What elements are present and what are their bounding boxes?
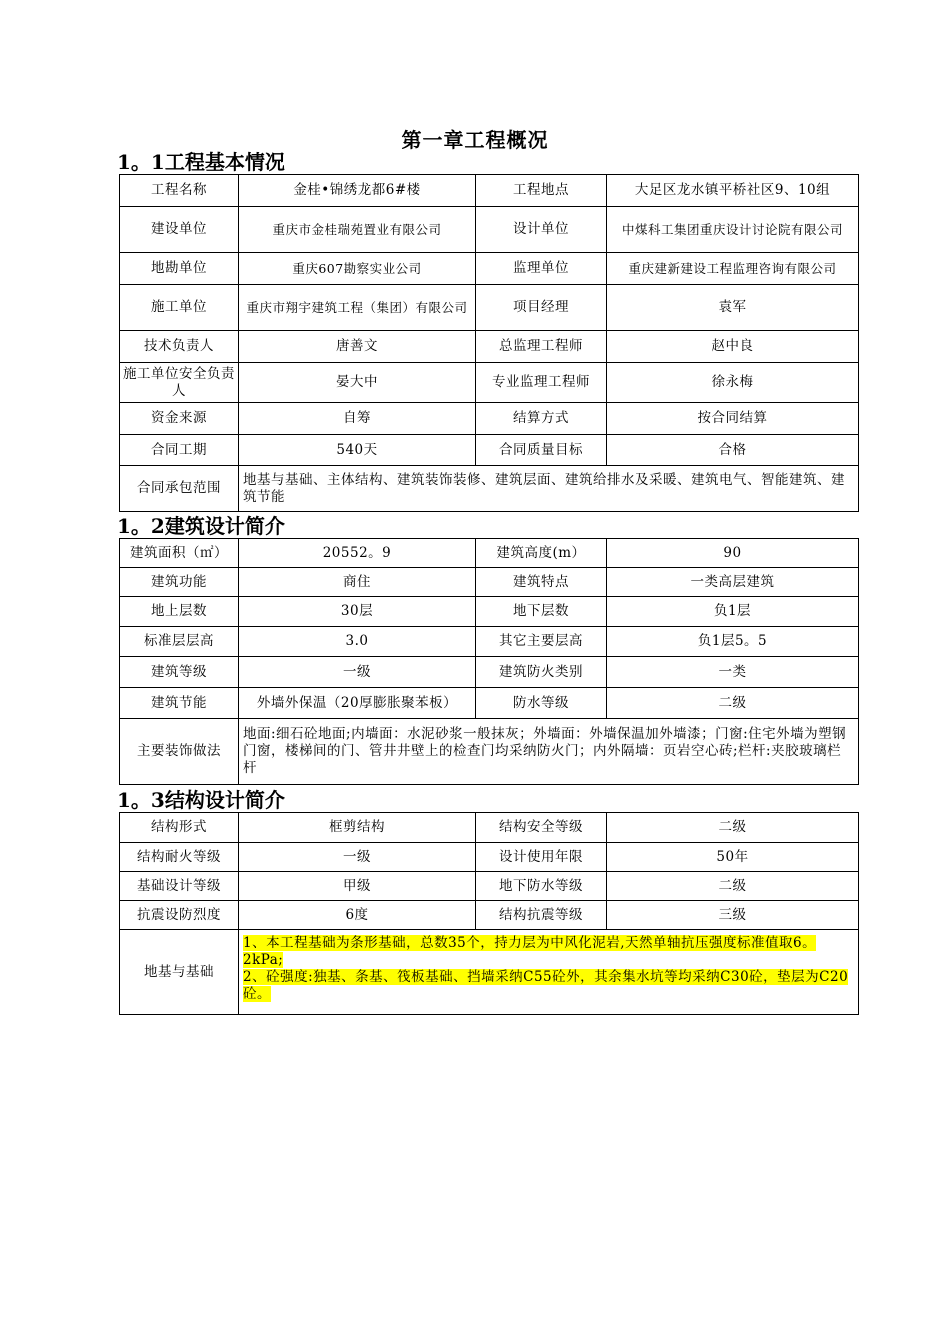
- table-cell: 建筑功能: [120, 568, 239, 597]
- table-cell: 地下防水等级: [476, 872, 607, 901]
- table-cell: 项目经理: [476, 285, 607, 331]
- section-heading-basic-info: 1。1工程基本情况: [117, 150, 285, 174]
- architecture-table: [119, 538, 859, 785]
- table-cell: 负1层: [607, 597, 859, 627]
- table-row: [120, 813, 859, 843]
- table-cell: 结算方式: [476, 403, 607, 435]
- table-cell: 重庆市翔宇建筑工程（集团）有限公司: [239, 285, 476, 331]
- table-cell: 3.0: [239, 627, 476, 657]
- table-row: [120, 207, 859, 253]
- table-cell: 地基与基础: [120, 930, 239, 1015]
- table-cell: 6度: [239, 901, 476, 930]
- table-cell: 一级: [239, 657, 476, 688]
- table-row: [120, 597, 859, 627]
- table-cell: 结构抗震等级: [476, 901, 607, 930]
- table-cell: 一类: [607, 657, 859, 688]
- table-cell: 总监理工程师: [476, 331, 607, 363]
- table-cell: 徐永梅: [607, 363, 859, 403]
- table-cell: 地下层数: [476, 597, 607, 627]
- table-cell: 工程地点: [476, 175, 607, 207]
- table-cell: 结构安全等级: [476, 813, 607, 843]
- table-cell: 重庆建新建设工程监理咨询有限公司: [607, 253, 859, 285]
- table-cell: 合格: [607, 435, 859, 466]
- table-cell: 二级: [607, 813, 859, 843]
- table-row: [120, 930, 859, 1015]
- table-row: [120, 466, 859, 512]
- table-cell: 建筑节能: [120, 688, 239, 719]
- table-cell-scope: 地基与基础、主体结构、建筑装饰装修、建筑层面、建筑给排水及采暖、建筑电气、智能建筑、建筑节能: [239, 466, 859, 512]
- table-cell: 结构耐火等级: [120, 843, 239, 872]
- table-cell: 施工单位: [120, 285, 239, 331]
- table-row: [120, 403, 859, 435]
- table-cell: 一类高层建筑: [607, 568, 859, 597]
- table-row: [120, 253, 859, 285]
- section-heading-structure: 1。3结构设计简介: [117, 788, 285, 812]
- table-row: [120, 285, 859, 331]
- highlighted-text: 2、砼强度:独基、条基、筏板基础、挡墙采纳C55砼外，其余集水坑等均采纳C30砼，垫层为C20砼。: [243, 969, 849, 1002]
- table-row: [120, 568, 859, 597]
- table-row: [120, 872, 859, 901]
- table-cell: 监理单位: [476, 253, 607, 285]
- table-row: [120, 843, 859, 872]
- table-cell: 建筑等级: [120, 657, 239, 688]
- table-cell: 晏大中: [239, 363, 476, 403]
- table-cell-decoration: 地面:细石砼地面;内墙面：水泥砂浆一般抹灰；外墙面：外墙保温加外墙漆；门窗:住宅外墙为塑钢门窗，楼梯间的门、管井井壁上的检查门均采纳防火门；内外隔墙：页岩空心砖;栏杆:夹胶玻璃栏杆: [239, 719, 859, 785]
- table-cell: 主要装饰做法: [120, 719, 239, 785]
- table-cell: 资金来源: [120, 403, 239, 435]
- table-row: [120, 363, 859, 403]
- table-cell: 建筑防火类别: [476, 657, 607, 688]
- highlighted-text: 1、本工程基础为条形基础，总数35个，持力层为中风化泥岩,天然单轴抗压强度标准值取6。2kPa;: [243, 935, 817, 968]
- table-cell: 甲级: [239, 872, 476, 901]
- table-cell: 90: [607, 539, 859, 568]
- basic-info-table: [119, 174, 859, 512]
- table-cell: 袁军: [607, 285, 859, 331]
- table-cell: 合同质量目标: [476, 435, 607, 466]
- table-cell: 建筑高度(m）: [476, 539, 607, 568]
- table-cell: 设计单位: [476, 207, 607, 253]
- table-row: [120, 539, 859, 568]
- table-cell: 二级: [607, 872, 859, 901]
- table-cell: 中煤科工集团重庆设计讨论院有限公司: [607, 207, 859, 253]
- table-row: [120, 688, 859, 719]
- table-cell: 赵中良: [607, 331, 859, 363]
- table-row: [120, 175, 859, 207]
- table-cell: 唐善文: [239, 331, 476, 363]
- table-cell: 合同承包范围: [120, 466, 239, 512]
- table-cell: 结构形式: [120, 813, 239, 843]
- table-cell: 重庆607勘察实业公司: [239, 253, 476, 285]
- table-cell: 建筑面积（㎡）: [120, 539, 239, 568]
- table-cell: 设计使用年限: [476, 843, 607, 872]
- structure-table: [119, 812, 859, 1015]
- table-cell: 基础设计等级: [120, 872, 239, 901]
- table-cell: 540天: [239, 435, 476, 466]
- table-row: [120, 719, 859, 785]
- table-cell: 大足区龙水镇平桥社区9、10组: [607, 175, 859, 207]
- table-cell: 抗震设防烈度: [120, 901, 239, 930]
- table-cell: 商住: [239, 568, 476, 597]
- table-cell: 地上层数: [120, 597, 239, 627]
- table-cell: 合同工期: [120, 435, 239, 466]
- table-cell: 工程名称: [120, 175, 239, 207]
- table-cell: 建设单位: [120, 207, 239, 253]
- table-row: [120, 627, 859, 657]
- table-cell-foundation: [239, 930, 859, 1015]
- table-row: [120, 657, 859, 688]
- section-heading-architecture: 1。2建筑设计简介: [117, 514, 285, 538]
- table-cell: 防水等级: [476, 688, 607, 719]
- table-row: [120, 901, 859, 930]
- table-cell: 50年: [607, 843, 859, 872]
- table-cell: 二级: [607, 688, 859, 719]
- table-cell: 负1层5。5: [607, 627, 859, 657]
- table-cell: 一级: [239, 843, 476, 872]
- table-cell: 按合同结算: [607, 403, 859, 435]
- table-cell: 其它主要层高: [476, 627, 607, 657]
- table-cell: 30层: [239, 597, 476, 627]
- table-cell: 专业监理工程师: [476, 363, 607, 403]
- table-cell: 自筹: [239, 403, 476, 435]
- table-cell: 框剪结构: [239, 813, 476, 843]
- table-cell: 外墙外保温（20厚膨胀聚苯板）: [239, 688, 476, 719]
- table-row: [120, 435, 859, 466]
- table-cell: 标准层层高: [120, 627, 239, 657]
- chapter-title: 第一章工程概况: [401, 128, 549, 152]
- table-cell: 技术负责人: [120, 331, 239, 363]
- table-cell: 20552。9: [239, 539, 476, 568]
- table-row: [120, 331, 859, 363]
- table-cell: 重庆市金桂瑞苑置业有限公司: [239, 207, 476, 253]
- table-cell: 地勘单位: [120, 253, 239, 285]
- table-cell: 金桂•锦绣龙都6#楼: [239, 175, 476, 207]
- table-cell: 施工单位安全负责人: [120, 363, 239, 403]
- table-cell: 建筑特点: [476, 568, 607, 597]
- table-cell: 三级: [607, 901, 859, 930]
